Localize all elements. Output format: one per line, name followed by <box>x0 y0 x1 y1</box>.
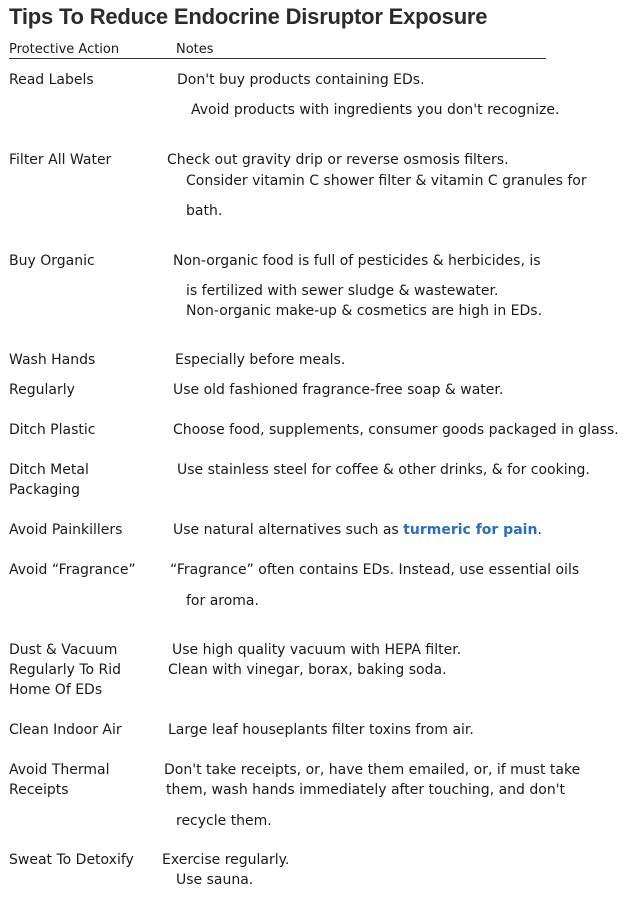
action-label: Ditch Metal <box>9 462 89 478</box>
action-label: Regularly To Rid <box>9 662 122 678</box>
note-line: for aroma. <box>186 593 259 609</box>
action-label: Avoid “Fragrance” <box>9 562 136 578</box>
note-line: Avoid products with ingredients you don't recognize. <box>191 102 560 118</box>
header-divider <box>9 58 546 59</box>
note-line: Choose food, supplements, consumer goods packaged in glass. <box>173 422 619 438</box>
note-line: them, wash hands immediately after touching, and don't <box>166 782 566 798</box>
note-line: Non-organic food is full of pesticides & herbicides, is <box>173 253 541 269</box>
note-line: Exercise regularly. <box>162 852 290 868</box>
column-header-notes: Notes <box>176 42 214 57</box>
note-line: Use old fashioned fragrance-free soap & water. <box>173 382 504 398</box>
action-label: Avoid Thermal <box>9 762 110 778</box>
column-header-action: Protective Action <box>9 42 120 57</box>
note-line <box>173 520 542 540</box>
action-label: Avoid Painkillers <box>9 522 123 538</box>
action-label: Home Of EDs <box>9 682 103 698</box>
note-line: Consider vitamin C shower filter & vitamin C granules for <box>186 173 587 189</box>
note-line: Use stainless steel for coffee & other drinks, & for cooking. <box>177 462 590 478</box>
note-line: Use high quality vacuum with HEPA filter. <box>172 642 462 658</box>
turmeric-for-pain-link[interactable]: turmeric for pain <box>403 522 538 538</box>
page-title: Tips To Reduce Endocrine Disruptor Exposure <box>9 4 488 29</box>
note-line: “Fragrance” often contains EDs. Instead, use essential oils <box>170 562 580 578</box>
action-label: Filter All Water <box>9 152 112 168</box>
action-label: Read Labels <box>9 72 94 88</box>
note-line: is fertilized with sewer sludge & wastewater. <box>186 283 499 299</box>
action-label: Wash Hands <box>9 352 96 368</box>
note-line: Don't buy products containing EDs. <box>177 72 425 88</box>
note-text: . <box>537 522 542 538</box>
note-text: Use natural alternatives such as <box>173 522 404 538</box>
action-label: Receipts <box>9 782 69 798</box>
action-label: Sweat To Detoxify <box>9 852 134 868</box>
action-label: Dust & Vacuum <box>9 642 118 658</box>
note-line: Large leaf houseplants filter toxins from air. <box>168 722 474 738</box>
action-label: Regularly <box>9 382 75 398</box>
action-label: Clean Indoor Air <box>9 722 122 738</box>
note-line: Clean with vinegar, borax, baking soda. <box>168 662 447 678</box>
action-label: Ditch Plastic <box>9 422 96 438</box>
note-line: Use sauna. <box>176 872 254 888</box>
note-line: Especially before meals. <box>175 352 346 368</box>
note-line: recycle them. <box>176 813 272 829</box>
note-line: Check out gravity drip or reverse osmosis filters. <box>167 152 509 168</box>
note-line: bath. <box>186 203 223 219</box>
note-line: Don't take receipts, or, have them emailed, or, if must take <box>164 762 581 778</box>
action-label: Packaging <box>9 482 81 498</box>
action-label: Buy Organic <box>9 253 95 269</box>
note-line: Non-organic make-up & cosmetics are high in EDs. <box>186 303 543 319</box>
